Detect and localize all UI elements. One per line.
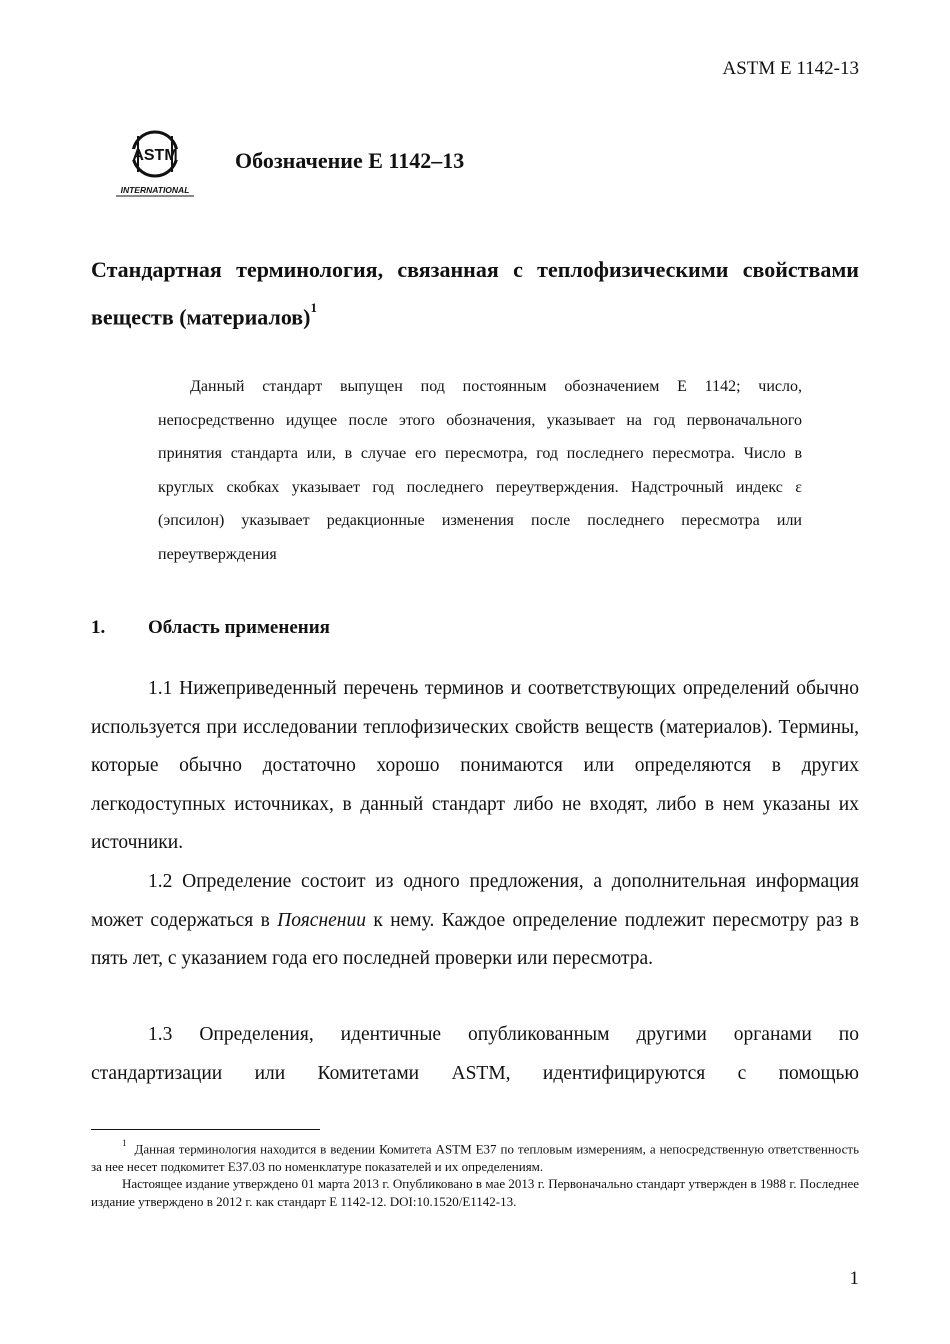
page-number: 1: [849, 1268, 859, 1289]
paragraph-1-2-part-a: 1.2 Определение состоит из одного предложения, а дополнительная информация может содержаться в: [91, 871, 859, 931]
designation-heading: Обозначение E 1142–13: [235, 148, 465, 173]
document-code: ASTM E 1142-13: [722, 58, 859, 79]
title-text: Стандартная терминология, связанная с теплофизическими свойствами веществ (материалов): [91, 257, 859, 330]
logo-text: ASTM: [132, 147, 178, 164]
footnotes: [91, 1137, 859, 1210]
paragraph-1-2-part-b: к нему. Каждое определение подлежит пересмотру раз в пять лет, с указанием года его последней проверки или пересмотра.: [91, 909, 859, 969]
document-title: [91, 249, 859, 338]
section-title: Область применения: [148, 617, 330, 638]
paragraph-1-1: 1.1 Нижеприведенный перечень терминов и соответствующих определений обычно используется при исследовании теплофизических свойств веществ (материалов). Термины, которые обычно достаточно хорошо понимаются или определяются в других легкодоступных источниках, в данный стандарт либо не входят, либо в нем указаны их источники.: [91, 678, 859, 853]
footnote-marker: 1: [122, 1138, 127, 1148]
paragraph-1-2: [91, 863, 859, 979]
footnote-1-text: Данная терминология находится в ведении Комитета ASTM E37 по тепловым измерениям, а непосредственную ответственность за нее несет подкомитет E37.03 по номенклатуре показателей и их определениям.: [91, 1141, 859, 1174]
explanation-term: Пояснении: [277, 909, 366, 931]
designation-notice: Данный стандарт выпущен под постоянным обозначением E 1142; число, непосредственно идущее после этого обозначения, указывает на год первоначального принятия стандарта или, в случае его пересмотра, год последнего пересмотра. Число в круглых скобках указывает год последнего переутверждения. Надстрочный индекс ε (эпсилон) указывает редакционные изменения после последнего пересмотра или переутверждения: [158, 378, 802, 563]
footnote-separator: [91, 1129, 320, 1130]
paragraph-1-3: 1.3 Определения, идентичные опубликованным другими органами по стандартизации или Комитетами ASTM, идентифицируются с помощью: [91, 1024, 859, 1084]
title-footnote-marker: 1: [310, 300, 317, 315]
section-number: 1.: [91, 617, 106, 638]
footnote-approval: Настоящее издание утверждено 01 марта 2013 г. Опубликовано в мае 2013 г. Первоначально стандарт утвержден в 1988 г. Последнее издание утверждено в 2012 г. как стандарт E 1142-12. DOI:10.1520/E1142-13.: [91, 1176, 859, 1209]
astm-logo: [112, 126, 198, 198]
footnote-1: [91, 1137, 859, 1175]
logo-subtext: INTERNATIONAL: [120, 185, 190, 195]
